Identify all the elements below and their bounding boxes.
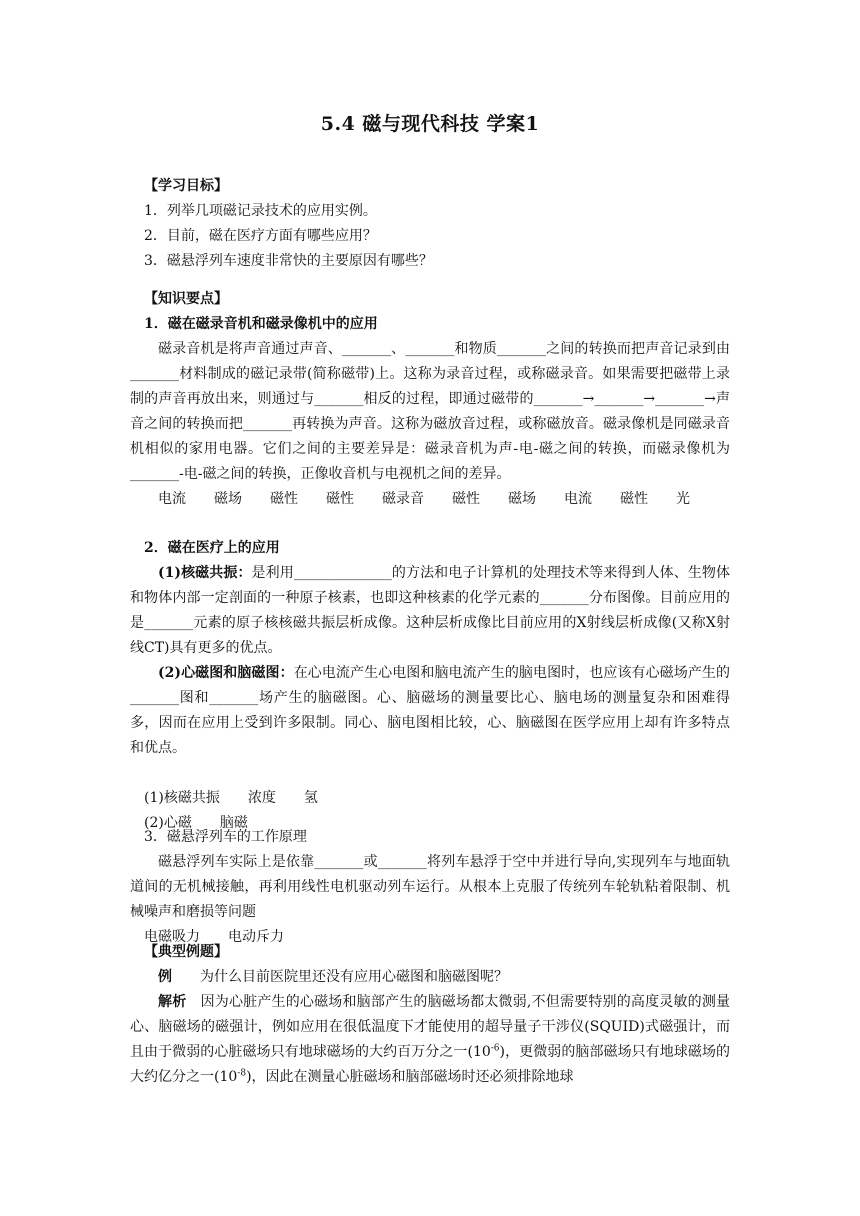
example-question <box>130 965 730 990</box>
section2-answer-2: (2)心磁 脑磁 <box>144 815 248 831</box>
analysis-label: 解析 <box>158 994 187 1010</box>
question-text: 为什么目前医院里还没有应用心磁图和脑磁图呢？ <box>200 969 508 985</box>
section3-title: 3．磁悬浮列车的工作原理 <box>144 829 307 845</box>
section1-paragraph: 磁录音机是将声音通过声音、_______、_______和物质_______之间的转换而把声音记录到由_______材料制成的磁记录带(简称磁带)上。这称为录音过程，或称磁录音。如果需要把磁带上录制的声音再放出来，则通过与_______相反的过程，即通过磁带的_______→_______→_______→声音之间的转换而把_______再转换为声音。这称为磁放音过程，或称磁放音。磁录像机是同磁录音机相似的家用电器。它们之间的主要差异是：磁录音机为声-电-磁之间的转换，而磁录像机为_______-电-磁之间的转换，正像收音机与电视机之间的差异。 <box>130 341 730 482</box>
example-heading: 【典型例题】 <box>144 944 228 960</box>
objective-item: 2．目前，磁在医疗方面有哪些应用？ <box>144 228 377 244</box>
mcg-label: (2)心磁图和脑磁图： <box>158 665 294 681</box>
answer-word: 磁性 <box>452 491 480 507</box>
section3 <box>130 825 730 950</box>
section2-answer-1: (1)核磁共振 浓度 氢 <box>144 790 318 806</box>
objective-item: 3．磁悬浮列车速度非常快的主要原因有哪些？ <box>144 253 433 269</box>
exponent: -8 <box>237 1068 247 1079</box>
objectives-section <box>130 174 730 274</box>
nmr-text: 是利用______________的方法和电子计算机的处理技术等来得到人体、生物体和物体内部一定剖面的一种原子核素，也即这种核素的化学元素的_______分布图像。目前应用的是_______元素的原子核核磁共振层析成像。这种层析成像比目前应用的X射线层析成像(又称X射线CT)具有更多的优点。 <box>130 565 730 656</box>
answer-word: 磁场 <box>214 491 242 507</box>
question-label: 例 <box>158 969 172 985</box>
answer-word: 磁录音 <box>382 491 424 507</box>
section2-title: 2．磁在医疗上的应用 <box>144 540 280 556</box>
section2-paragraph-1 <box>130 561 730 661</box>
example-analysis <box>130 990 730 1090</box>
answer-word: 电流 <box>158 491 186 507</box>
objective-item: 1．列举几项磁记录技术的应用实例。 <box>144 203 377 219</box>
exponent: -6 <box>490 1043 500 1054</box>
answer-word: 光 <box>676 491 690 507</box>
answer-word: 磁性 <box>270 491 298 507</box>
nmr-label: (1)核磁共振： <box>158 565 252 581</box>
answer-word: 磁性 <box>326 491 354 507</box>
section1-answers <box>130 487 730 512</box>
analysis-text-3: )，因此在测量心脏磁场和脑部磁场时还必须排除地球 <box>246 1069 574 1085</box>
answer-word: 磁场 <box>508 491 536 507</box>
answer-word: 电流 <box>564 491 592 507</box>
knowledge-heading: 【知识要点】 <box>144 291 228 307</box>
section2-paragraph-2 <box>130 661 730 761</box>
section3-answer: 电磁吸力 电动斥力 <box>144 929 284 945</box>
answer-word: 磁性 <box>620 491 648 507</box>
mcg-text: 在心电流产生心电图和脑电流产生的脑电图时，也应该有心磁场产生的_______图和_______场产生的脑磁图。心、脑磁场的测量要比心、脑电场的测量复杂和困难得多，因而在应用上受到许多限制。同心、脑电图相比较，心、脑磁图在医学应用上却有许多特点和优点。 <box>130 665 730 756</box>
analysis-text-2: )，更微弱的脑部磁场只有地球磁场的大约亿分之一(10 <box>130 1044 730 1085</box>
analysis-text-1: 因为心脏产生的心磁场和脑部产生的脑磁场都太微弱,不但需要特别的高度灵敏的测量心、脑磁场的磁强计，例如应用在很低温度下才能使用的超导量子干涉仪(SQUID)式磁强计，而且由于微弱的心脏磁场只有地球磁场的大约百万分之一(10 <box>130 994 731 1060</box>
section2 <box>130 536 730 836</box>
section3-paragraph: 磁悬浮列车实际上是依靠_______或_______将列车悬浮于空中并进行导向,实现列车与地面轨道间的无机械接触，再利用线性电机驱动列车运行。从根本上克服了传统列车轮轨粘着限制、机械噪声和磨损等问题 <box>130 854 730 920</box>
knowledge-section <box>130 287 730 512</box>
objectives-heading: 【学习目标】 <box>144 178 228 194</box>
page-title: 5.4 磁与现代科技 学案1 <box>320 113 540 135</box>
example-section <box>130 940 730 1090</box>
section1-title: 1．磁在磁录音机和磁录像机中的应用 <box>144 316 378 332</box>
